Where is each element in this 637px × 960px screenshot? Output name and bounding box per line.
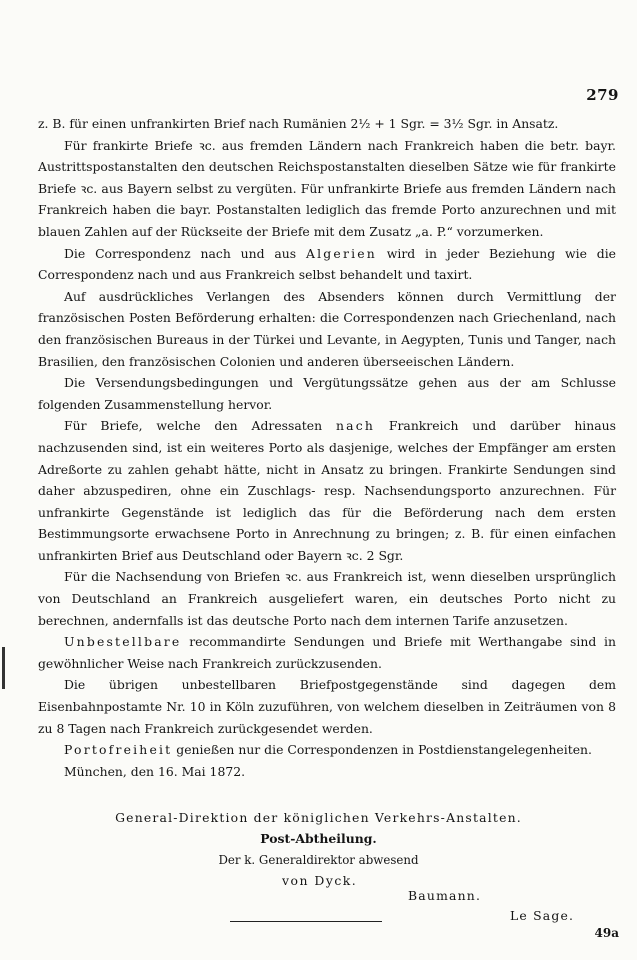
paragraph-10-spaced: Portofreiheit xyxy=(64,742,173,758)
paragraph-3-rest: wird in jeder Beziehung wie die Correspondenz nach und aus Frankreich selbst behandelt und taxirt. xyxy=(38,245,616,283)
paragraph-8-rest: recommandirte Sendungen und Briefe mit Werthangabe sind in gewöhnlicher Weise nach Frankreich zurückzusenden. xyxy=(38,634,616,671)
authority-line: General-Direktion der königlichen Verkehrs-Anstalten. xyxy=(115,810,522,825)
closing-rule xyxy=(230,921,382,922)
absent-note: Der k. Generaldirektor abwesend xyxy=(218,853,419,867)
sheet-mark: 49a xyxy=(594,926,619,940)
division-line: Post-Abtheilung. xyxy=(260,831,377,846)
paragraph-4: Auf ausdrückliches Verlangen des Absenders können durch Vermittlung der französischen Posten Beförderung erhalten: die Correspondenzen nach Griechenland, nach den französischen Bureaus in der Türkei und Levante, in Aegypten, Tunis und Tanger, nach Brasilien, den französischen Colonien und anderen überseeischen Ländern. xyxy=(38,288,616,369)
document-body xyxy=(38,113,616,782)
paragraph-6 xyxy=(38,415,616,566)
paragraph-5: Die Versendungsbedingungen und Vergütungssätze gehen aus der am Schlusse folgenden Zusammenstellung hervor. xyxy=(38,375,616,412)
paragraph-10 xyxy=(38,739,616,761)
paragraph-7: Für die Nachsendung von Briefen ꝛc. aus Frankreich ist, wenn dieselben ursprünglich von Deutschland an Frankreich ausgeliefert waren, ein deutsches Porto nicht zu berechnen, andernfalls ist das deutsche Porto nach dem internen Tarife anzusetzen. xyxy=(38,569,616,628)
date-line: München, den 16. Mai 1872. xyxy=(64,763,246,779)
paragraph-3 xyxy=(38,243,616,286)
signer-right: Baumann. xyxy=(408,888,482,903)
paragraph-6-spaced: nach xyxy=(335,418,376,434)
paragraph-2: Für frankirte Briefe ꝛc. aus fremden Ländern nach Frankreich haben die betr. bayr. Austrittspostanstalten den deutschen Reichspostanstalten dieselben Sätze wie für frankirte Briefe ꝛc. aus Bayern selbst zu vergüten. Für unfrankirte Briefe aus fremden Ländern nach Frankreich haben die bayr. Postanstalten lediglich das fremde Porto anzurechnen und mit blauen Zahlen auf der Rückseite der Briefe mit dem Zusatz „a. P.“ vorzumerken. xyxy=(38,137,616,239)
paragraph-3-lead: Die Correspondenz nach und aus xyxy=(64,245,297,261)
margin-mark xyxy=(2,647,5,689)
paragraph-8-spaced: Unbestellbare xyxy=(64,634,182,650)
paragraph-1: z. B. für einen unfrankirten Brief nach Rumänien 2½ + 1 Sgr. = 3½ Sgr. in Ansatz. xyxy=(38,116,559,131)
paragraph-3-spaced: Algerien xyxy=(305,245,377,261)
page-number: 279 xyxy=(586,86,619,104)
paragraph-8 xyxy=(38,631,616,674)
paragraph-9: Die übrigen unbestellbaren Briefpostgegenstände sind dagegen dem Eisenbahnpostamte Nr. 10 in Köln zuzuführen, von welchem dieselben in Zeiträumen von 8 zu 8 Tagen nach Frankreich zurückgesendet werden. xyxy=(38,677,616,736)
paragraph-10-rest: genießen nur die Correspondenzen in Postdienstangelegenheiten. xyxy=(176,742,592,758)
signer-left: von Dyck. xyxy=(282,873,358,888)
paragraph-6-rest: Frankreich und darüber hinaus nachzusenden sind, ist ein weiteres Porto als dasjenige, welches der Empfänger am ersten Adreßorte zu zahlen gehabt hätte, nicht in Ansatz zu bringen. Frankirte Sendungen sind daher abzuspediren, ohne ein Zuschlags- resp. Nachsendungsporto anzurechnen. Für unfrankirte Gegenstände ist lediglich das für die Beförderung nach dem ersten Bestimmungsorte erwachsene Porto in Anrechnung zu bringen; z. B. für einen einfachen unfrankirten Brief aus Deutschland oder Bayern ꝛc. 2 Sgr. xyxy=(38,418,616,563)
clerk-signature: Le Sage. xyxy=(510,908,575,923)
paragraph-6-lead: Für Briefe, welche den Adressaten xyxy=(64,418,323,434)
